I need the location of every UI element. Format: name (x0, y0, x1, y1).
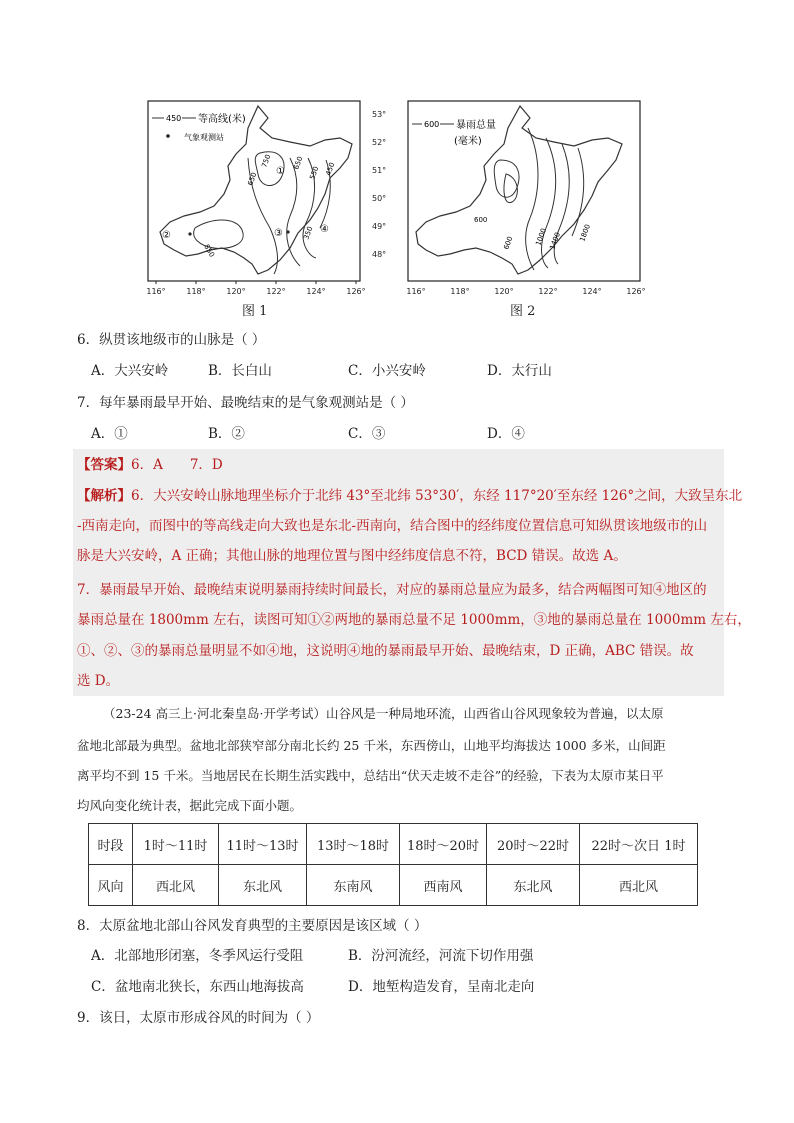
answer-text: 6．A 7．D (131, 457, 223, 473)
y-tick-label: 52° (372, 138, 387, 147)
y-tick-label: 49° (372, 222, 387, 231)
question-8-option-d[interactable]: D．地堑构造发育，呈南北走向 (348, 979, 535, 995)
table-header-cell: 时段 (89, 824, 133, 865)
analysis-line-1 (77, 486, 742, 506)
x-tick-label: 124° (306, 287, 326, 296)
contour-label: 750 (260, 153, 273, 169)
question-7-option-a[interactable]: A．① (91, 426, 128, 442)
table-cell: 东北风 (487, 865, 580, 906)
y-axis-2 (372, 110, 386, 259)
x-tick-label: 126° (626, 287, 646, 296)
legend-contour-value: 450 (166, 114, 182, 123)
station-dot (286, 230, 289, 233)
station-4-marker: ④ (320, 224, 329, 235)
x-tick-label: 116° (146, 287, 166, 296)
figure-1-caption: 图 1 (242, 304, 268, 319)
contour-label: 550 (308, 165, 321, 181)
analysis-line-7: 选 D。 (77, 673, 120, 689)
analysis-line-6: ①、②、③的暴雨总量明显不如④地，这说明④地的暴雨最早开始、最晚结束，D 正确，ABC 错误。故 (77, 643, 694, 659)
legend-rain-label: 暴雨总量 (456, 120, 496, 131)
y-tick-label: 50° (372, 194, 387, 203)
passage-line-1: （23-24 高三上·河北秦皇岛·开学考试）山谷风是一种局地环流，山西省山谷风现象较为普遍，以太原 (103, 706, 664, 721)
x-tick-label: 120° (226, 287, 246, 296)
analysis-text: 6．大兴安岭山脉地理坐标介于北纬 43°至北纬 53°30′，东经 117°20′至东经 126°之间，大致呈东北 (131, 488, 743, 504)
figure-2-frame (408, 101, 640, 281)
rain-contour-label: 1400 (548, 231, 562, 251)
x-tick-label: 118° (450, 287, 470, 296)
table-cell: 东北风 (219, 865, 307, 906)
passage-line-2: 盆地北部最为典型。盆地北部狭窄部分南北长约 25 千米，东西傍山，山地平均海拔达 1000 多米，山间距 (77, 738, 666, 753)
figure-2-map (370, 98, 660, 298)
legend-station-label: 气象观测站 (184, 133, 224, 142)
table-row (89, 865, 698, 906)
station-2-marker: ② (162, 230, 171, 241)
table-row (89, 824, 698, 865)
table-cell: 西南风 (400, 865, 487, 906)
x-tick-label: 122° (538, 287, 558, 296)
x-axis-2 (406, 287, 645, 296)
analysis-line-5: 暴雨总量在 1800mm 左右，读图可知①②两地的暴雨总量不足 1000mm，③地的暴雨总量在 1000mm 左右， (77, 612, 751, 628)
question-8-option-b[interactable]: B．汾河流经，河流下切作用强 (348, 948, 534, 964)
question-7-option-c[interactable]: C．③ (348, 426, 386, 442)
table-cell: 18时～20时 (400, 824, 487, 865)
rain-contour-label: 600 (474, 216, 488, 224)
x-tick-label: 118° (186, 287, 206, 296)
question-7-stem: 7．每年暴雨最早开始、最晚结束的是气象观测站是（ ） (77, 395, 414, 411)
question-6-option-b[interactable]: B．长白山 (208, 363, 272, 379)
y-tick-label: 48° (372, 250, 387, 259)
question-6-option-d[interactable]: D．太行山 (487, 363, 552, 379)
question-7-option-d[interactable]: D．④ (487, 426, 525, 442)
table-cell: 20时～22时 (487, 824, 580, 865)
y-tick-label: 51° (372, 166, 387, 175)
legend-rain-value: 600 (424, 120, 440, 129)
table-cell: 东南风 (307, 865, 400, 906)
figure-1-map (140, 98, 390, 298)
rain-contour-label: 1800 (578, 223, 592, 243)
legend-station-dot (166, 134, 170, 138)
passage-line-4: 均风向变化统计表，据此完成下面小题。 (77, 798, 303, 813)
contour-label: 650 (246, 171, 259, 187)
table-header-cell: 风向 (89, 865, 133, 906)
analysis-line-2: -西南走向，而图中的等高线走向大致也是东北-西南向，结合图中的经纬度位置信息可知纵贯该地级市的山 (77, 518, 708, 534)
x-tick-label: 116° (406, 287, 426, 296)
question-8-option-c[interactable]: C．盆地南北狭长，东西山地海拔高 (91, 979, 304, 995)
contour-label: 850 (202, 243, 216, 259)
y-tick-label: 53° (372, 110, 387, 119)
question-9-stem: 9．该日，太原市形成谷风的时间为（ ） (77, 1010, 320, 1026)
x-axis-1 (146, 281, 365, 296)
x-tick-label: 124° (582, 287, 602, 296)
analysis-line-4: 7．暴雨最早开始、最晚结束说明暴雨持续时间最长，对应的暴雨总量应为最多，结合两幅图可知④地区的 (77, 582, 707, 598)
passage-line-3: 离平均不到 15 千米。当地居民在长期生活实践中，总结出“伏天走坡不走谷”的经验，下表为太原市某日平 (77, 768, 664, 783)
figure-2-caption: 图 2 (510, 304, 536, 319)
question-8-option-a[interactable]: A．北部地形闭塞，冬季风运行受阻 (91, 948, 304, 964)
wind-direction-table (88, 823, 698, 906)
table-cell: 11时～13时 (219, 824, 307, 865)
station-dot (188, 232, 191, 235)
rain-contour-label: 600 (502, 235, 515, 251)
x-tick-label: 126° (346, 287, 366, 296)
station-1-marker: ① (276, 166, 285, 177)
contour-label: 350 (302, 225, 315, 241)
table-cell: 13时～18时 (307, 824, 400, 865)
contour-label: 650 (292, 155, 305, 171)
analysis-tag: 【解析】 (77, 488, 131, 504)
rain-contour-label: 1000 (534, 227, 548, 247)
table-cell: 22时～次日 1时 (580, 824, 698, 865)
question-7-option-b[interactable]: B．② (208, 426, 245, 442)
answer-line (77, 455, 223, 475)
question-6-option-c[interactable]: C．小兴安岭 (348, 363, 426, 379)
legend-contour-label: 等高线(米) (198, 114, 246, 125)
analysis-line-3: 脉是大兴安岭，A 正确；其他山脉的地理位置与图中经纬度信息不符，BCD 错误。故选 A。 (77, 548, 627, 564)
answer-tag: 【答案】 (77, 457, 131, 473)
x-tick-label: 122° (266, 287, 286, 296)
question-6-option-a[interactable]: A．大兴安岭 (91, 363, 169, 379)
table-cell: 西北风 (133, 865, 219, 906)
x-tick-label: 120° (494, 287, 514, 296)
station-3-marker: ③ (274, 228, 283, 239)
question-8-stem: 8．太原盆地北部山谷风发育典型的主要原因是该区域（ ） (77, 918, 428, 934)
question-6-stem: 6．纵贯该地级市的山脉是（ ） (77, 332, 266, 348)
contour-label: 450 (324, 161, 337, 177)
table-cell: 1时～11时 (133, 824, 219, 865)
legend-rain-unit: (毫米) (454, 136, 482, 147)
table-cell: 西北风 (580, 865, 698, 906)
